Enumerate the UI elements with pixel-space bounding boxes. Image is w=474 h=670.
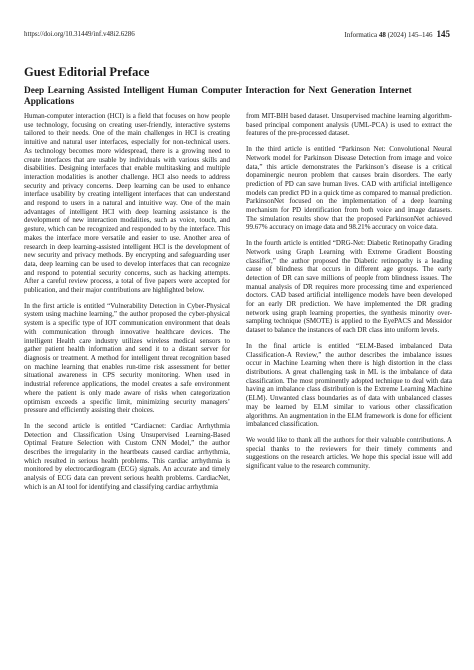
section-title: Guest Editorial Preface (24, 65, 150, 79)
paragraph-second-article-continued: from MIT-BIH based dataset. Unsupervised machine learning algorithm-based principal component analysis (UML-PCA) is used to extract the features of the pre-processed dataset. (246, 112, 452, 138)
paragraph-second-article: In the second article is entitled “Cardiacnet: Cardiac Arrhythmia Detection and Classification Using Unsupervised Learning-Based Optimal Feature Selection with Custom CNN Model,” the author describes the irregularity in the heartbeats caused cardiac arrhythmia, which resulted in serious health problems. This cardiac arrhythmia is monitored by electrocardiogram (ECG) signals. An accurate and timely analysis of ECG data can prevent serious health problems. CardiacNet, which is an AI tool for identifying and classifying cardiac arrhythmia (24, 421, 230, 491)
paragraph-third-article: In the third article is entitled “Parkinson Net: Convolutional Neural Network model for Parkinson Disease Detection from image and voice data,” this article demonstrates the Parkinson’s disease is a critical dopaminergic neuron problem that causes brain disorders. The early prediction of PD can save human lives. CAD with artificial intelligence models can predict PD in a quick time as compared to manual prediction. ParkinsonNet focused on the implementation of a deep learning mechanism for PD identification from both voice and image datasets. The simulation results show that the proposed ParkinsonNet achieved 99.67% accuracy on image data and 98.21% accuracy on voice data. (246, 145, 452, 232)
paragraph-final-article: In the final article is entitled “ELM-Based imbalanced Data Classification-A Review,” the author describes the imbalance issues occur in Machine Learning when there is high distortion in the class distributions. A great challenging task in ML is the imbalance of data classification. The most prominently adopted technique to deal with data having an imbalance class distribution is the Extreme Learning Machine (ELM). Unwanted class boundaries as of data with unbalanced classes may be learned by ELM similar to various other classification algorithms. An augmentation in the ELM framework is done for efficient imbalanced classification. (246, 341, 452, 429)
journal-volume: 48 (378, 31, 386, 39)
paragraph-fourth-article: In the fourth article is entitled “DRG-Net: Diabetic Retinopathy Grading Network using Graph Learning with Extreme Gradient Boosting classifier,” the author proposed the Diabetic retinopathy is a leading cause of blindness that occurs in different age groups. The early detection of DR can save millions of people from blindness issues. The manual analysis of DR requires more processing time and experienced doctors. CAD based artificial intelligence models have been developed for an early DR prediction. We have implemented the DR grading network using graph learning properties, the synthesis minority over-sampling technique (SMOTE) is applied to the EyePACS and Messidor dataset to balance the instances of each DR class into uniform levels. (246, 239, 452, 335)
journal-name: Informatica (344, 31, 378, 39)
doi-link[interactable]: https://doi.org/10.31449/inf.v48i2.6286 (24, 30, 135, 38)
running-head (24, 28, 450, 40)
article-title: Deep Learning Assisted Intelligent Human Computer Interaction for Next Generation Internet Applications (24, 86, 412, 107)
paragraph-first-article: In the first article is entitled “Vulnerability Detection in Cyber-Physical system using machine learning,” the author proposed the cyber-physical system is a specific type of IOT communication environment that deals with communication through innovative healthcare devices. The intelligent Health care industry utilizes wireless medical sensors to gather patient health information and send it to a distant server for diagnosis or treatment. A method for intelligent threat recognition based on machine learning that enables run-time risk assessment for better situational awareness in CPS security monitoring. When used in industrial reference applications, the model creates a safe environment where the patient is only made aware of risks when categorization optimism exceeds a specific limit, minimizing security managers’ pressure and efficiently assisting their choices. (24, 301, 230, 415)
journal-year-pages: (2024) 145–146 (387, 31, 433, 39)
left-column (24, 112, 230, 660)
paragraph-acknowledgement: We would like to thank all the authors for their valuable contributions. A special thanks to the reviewers for their timely comments and suggestions on the research articles. We hope this special issue will add significant value to the research community. (246, 435, 452, 471)
journal-citation (344, 28, 450, 41)
page-number: 145 (436, 29, 450, 39)
paragraph-introduction: Human-computer interaction (HCI) is a field that focuses on how people use technology, focusing on creating user-friendly, interactive systems tailored to their needs. One of the main challenges in HCI is creating intuitive and natural user interfaces, especially for non-technical users. As technology becomes more widespread, there is a growing need to create interfaces that are usable by individuals with various skills and disabilities. Designing interfaces that enable multitasking and multiple interaction modalities is another challenge. HCI also needs to address security and privacy concerns. Deep learning can be used to enhance interface usability by creating intelligent interfaces that can understand and respond to users in a natural and intuitive way. One of the main advantages of intelligent HCI with deep learning assistance is the development of new interaction modalities, such as voice, touch, and gesture, which can be recognized and responded to by the interface. This makes the interface more versatile and easier to use. Another area of research in deep learning-assisted intelligent HCI is the development of new security and privacy methods. By encrypting and safeguarding user data, deep learning can be used to develop interfaces that can recognize and respond to potential security concerns, such as hacking attempts. After a careful review process, a total of five papers were accepted for publication, and their major contributions are highlighted below. (24, 112, 230, 295)
right-column (246, 112, 452, 660)
